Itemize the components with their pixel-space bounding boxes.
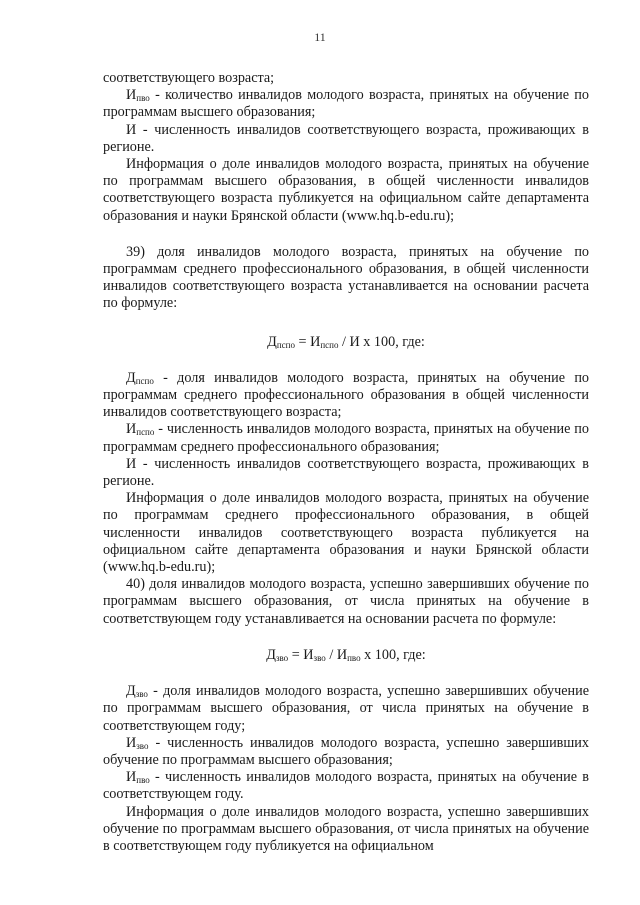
formula-subscript: пво [347, 652, 361, 663]
formula-rest: х 100, где: [360, 646, 426, 663]
paragraph: соответствующего возраста; [103, 70, 275, 86]
paragraph-info: Информация о доле инвалидов молодого возраста, принятых на обучение по программам высшего образования, в общей численности инвалидов соответствующего возраста публикуется на официальном сайте департамента образования и науки Брянской области (www.hq.b-edu.ru); [103, 156, 589, 224]
formula-subscript: зво [313, 652, 326, 663]
formula-symbol: И [336, 646, 348, 663]
formula-subscript: пспо [320, 339, 339, 350]
formula-slash: / [325, 646, 337, 663]
symbol-subscript: пспо [136, 427, 155, 438]
symbol: Д [126, 369, 136, 386]
paragraph-definition [103, 370, 589, 422]
formula-eq: = [294, 333, 311, 350]
definition-text: - доля инвалидов молодого возраста, успешно завершивших обучение по программам высшего образования, от числа принятых на обучение в соответствующем году; [103, 683, 589, 734]
page-number: 11 [314, 30, 326, 44]
symbol: И [126, 734, 137, 751]
formula-symbol: Д [267, 333, 277, 350]
symbol-subscript: зво [136, 740, 149, 751]
document-body [103, 70, 589, 855]
symbol-subscript: пспо [135, 375, 154, 386]
definition-text: - доля инвалидов молодого возраста, принятых на обучение по программам среднего профессионального образования в общей численности инвалидов соответствующего возраста; [103, 369, 589, 421]
paragraph-definition [103, 735, 589, 769]
paragraph-info: Информация о доле инвалидов молодого возраста, принятых на обучение по программам среднего профессионального образования, в общей численности инвалидов соответствующего возраста публикуется на официальном сайте департамента образования и науки Брянской области (www.hq.b-edu.ru); [103, 490, 589, 576]
paragraph: И - численность инвалидов соответствующего возраста, проживающих в регионе. [103, 455, 589, 490]
paragraph-definition [103, 421, 589, 455]
definition-text: - численность инвалидов молодого возраста, принятых на обучение по программам среднего профессионального образования; [103, 421, 589, 455]
symbol: Д [126, 683, 136, 700]
paragraph-info: Информация о доле инвалидов молодого возраста, успешно завершивших обучение по программам высшего образования, от числа принятых на обучение в соответствующем году публикуется на официальном [103, 803, 589, 854]
symbol: И [126, 87, 137, 104]
formula-symbol: И [310, 333, 321, 350]
formula [103, 334, 589, 351]
formula [103, 647, 589, 664]
formula-eq: = [288, 646, 304, 663]
formula-symbol: И [303, 646, 314, 663]
paragraph-definition [103, 769, 589, 803]
formula-subscript: зво [275, 652, 289, 663]
paragraph: И - численность инвалидов соответствующего возраста, проживающих в регионе. [103, 121, 589, 155]
symbol: И [126, 421, 137, 438]
paragraph-item-39: 39) доля инвалидов молодого возраста, принятых на обучение по программам среднего профессионального образования, в общей численности инвалидов соответствующего возраста устанавливается на основании расчета по формуле: [103, 243, 589, 312]
paragraph-item-40: 40) доля инвалидов молодого возраста, успешно завершивших обучение по программам высшего образования, от числа принятых на обучение в соответствующем году устанавливается на основании расчета по формуле: [103, 576, 589, 627]
symbol-subscript: пво [136, 93, 150, 104]
definition-text: - количество инвалидов молодого возраста, принятых на обучение по программам высшего образования; [103, 87, 589, 121]
paragraph-definition [103, 87, 589, 121]
symbol: И [126, 769, 137, 786]
symbol-subscript: зво [135, 689, 148, 700]
paragraph-definition [103, 683, 589, 735]
definition-text: - численность инвалидов молодого возраста, принятых на обучение в соответствующем году. [103, 769, 589, 803]
formula-symbol: Д [266, 646, 276, 663]
formula-rest: / И х 100, где: [338, 333, 425, 350]
symbol-subscript: пво [136, 775, 150, 786]
definition-text: - численность инвалидов молодого возраста, успешно завершивших обучение по программам высшего образования; [103, 734, 589, 768]
formula-subscript: пспо [276, 339, 295, 350]
